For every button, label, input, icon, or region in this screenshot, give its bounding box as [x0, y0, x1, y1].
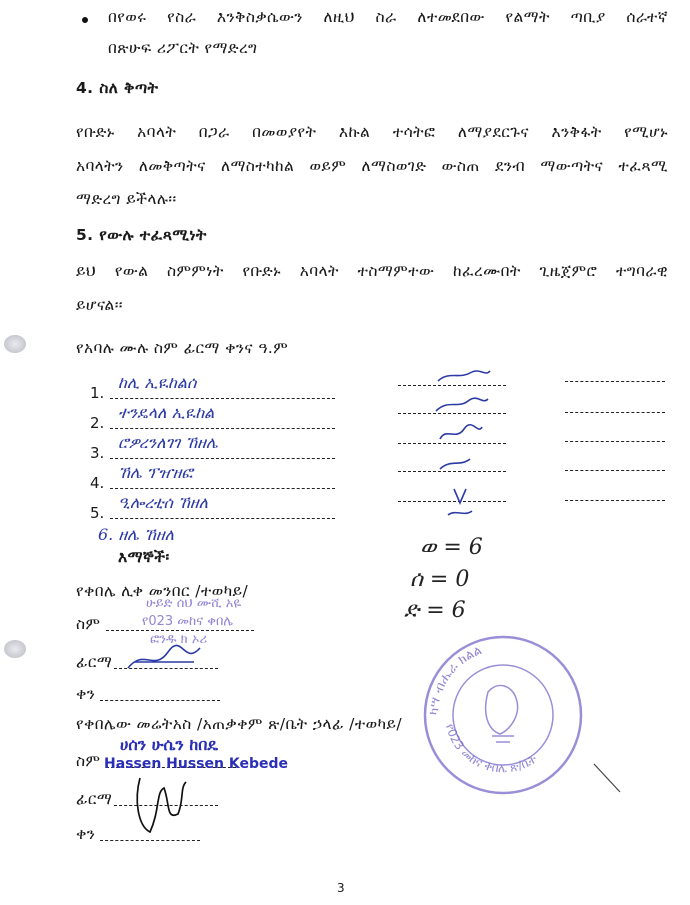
- stamp-text-line: የ023 መከና ቀበሌ: [142, 614, 234, 629]
- name-line: [110, 458, 335, 459]
- receiver-sign-label: ፊርማ: [76, 653, 113, 671]
- row-number: 4.: [90, 474, 105, 492]
- svg-text:የ023 መከና ቀበሌ ጽ/ቤት: [443, 722, 539, 775]
- name-line: [110, 518, 335, 519]
- date-line: [565, 441, 665, 442]
- page-number: 3: [337, 881, 345, 895]
- date-line: [565, 412, 665, 413]
- name-stamp-latin: Hassen Hussen Kebede: [104, 756, 288, 772]
- paragraph-5-line-1: ይህ የውል ስምምነት የቡድኑ አባላት ተስማምተው ከፈረሙበት ጊዜጀምሮ ተግባራዊ: [76, 262, 668, 280]
- receiver-title: የቀበሌ ሊቀ መንበር /ተወካይ/: [76, 582, 249, 600]
- officer-signature: [130, 770, 190, 840]
- officer-sign-label: ፊርማ: [76, 790, 113, 808]
- bullet-icon: [82, 17, 88, 23]
- receiver-signature: [124, 638, 204, 678]
- row-number: 3.: [90, 444, 105, 462]
- date-line: [565, 500, 665, 501]
- section-heading-5: 5. የውሉ ተፈጻሚነት: [76, 226, 207, 244]
- name-line: [110, 398, 335, 399]
- paragraph-4-line-3: ማድረግ ይችላሉ፡፡: [76, 190, 177, 208]
- section-heading-4: 4. ስለ ቅጣት: [76, 79, 159, 97]
- handwritten-name: ተንዴላለ ኢዪከል: [118, 403, 215, 422]
- seal-ring-bottom: የ023 መከና ቀበሌ ጽ/ቤት: [443, 722, 540, 776]
- seal-ring-top: ካሣ ብሔራ ክልል: [426, 642, 485, 716]
- handwritten-name: ዒሎረቲሰ ኸዘለ: [118, 493, 208, 512]
- bullet-text-line-1: በየወሩ የስራ እንቅስቃሴውን ለዚህ ስራ ለተመደበው የልማት ጣቢያ ሰራተኛ: [108, 8, 668, 26]
- official-seal: [418, 630, 588, 800]
- receiver-date-label: ቀን: [76, 685, 96, 703]
- receiver-date-line: [100, 700, 220, 701]
- handwritten-name: ኸሌ ፕዠዘፎ: [118, 463, 193, 482]
- row-number: 2.: [90, 414, 105, 432]
- bullet-text-line-2: በጽሁፍ ሪፖርት የማድረግ: [108, 39, 258, 57]
- punch-hole: [4, 335, 26, 353]
- signature-mark: [440, 425, 482, 439]
- tally-line: ሰ = 0: [410, 567, 470, 592]
- tally-line: ድ = 6: [404, 598, 466, 623]
- date-line: [565, 381, 665, 382]
- name-line: [110, 488, 335, 489]
- date-line: [565, 470, 665, 471]
- stamp-text-line: ፎንዱ ክ ኦሪ: [150, 632, 208, 647]
- handwritten-name: ሮዎረንለገገ ኸዘሌ: [118, 433, 218, 452]
- row-number: 5.: [90, 504, 105, 522]
- signature-mark: [438, 371, 490, 381]
- name-stamp-amharic: ሀሰን ሁሴን ከበዴ: [120, 735, 219, 754]
- officer-name-label: ስም: [76, 752, 101, 770]
- paragraph-5-line-2: ይሆናል፡፡: [76, 296, 123, 314]
- signature-mark: [440, 459, 470, 469]
- punch-hole: [4, 640, 26, 658]
- pen-mark: [590, 760, 630, 800]
- signature-mark: [436, 398, 488, 411]
- officer-date-line: [100, 840, 200, 841]
- paragraph-4-line-2: አባላትን ለመቅጣትና ለማስተካከል ወይም ለማስወገድ ውስጠ ደንብ ማውጣትና ተፈጻሚ: [76, 157, 668, 175]
- stamp-text-line: ሁይድ ሰህ ሙሺ አዬ: [146, 596, 242, 611]
- handwritten-row-6: 6. ዘሌ ኸዘለ: [98, 525, 174, 544]
- member-signatures: [430, 365, 500, 525]
- signature-mark: [454, 489, 466, 503]
- receiver-name-line: [106, 630, 254, 631]
- officer-title: የቀበሌው መሬትአስ /አጠቃቀም ጽ/ቤት ኃላፊ /ተወካይ/: [76, 715, 402, 733]
- officer-date-label: ቀን: [76, 825, 96, 843]
- members-table-header: የአባሉ ሙሉ ስም ፊርማ ቀንና ዓ.ም: [76, 339, 289, 357]
- signature-mark: [448, 511, 472, 515]
- handwritten-name: ከሊ ኢዪከልሰ: [118, 373, 197, 392]
- receiver-name-label: ስም: [76, 615, 101, 633]
- paragraph-4-line-1: የቡድኑ አባላት በጋራ በመወያየት እኩል ተሳትፎ ለማያደርጉና እንቅፋት የሚሆኑ: [76, 123, 668, 141]
- tally-line: ወ = 6: [420, 535, 483, 560]
- row-number: 1.: [90, 384, 105, 402]
- witnesses-label: እማኞች፡: [118, 548, 170, 566]
- name-line: [110, 428, 335, 429]
